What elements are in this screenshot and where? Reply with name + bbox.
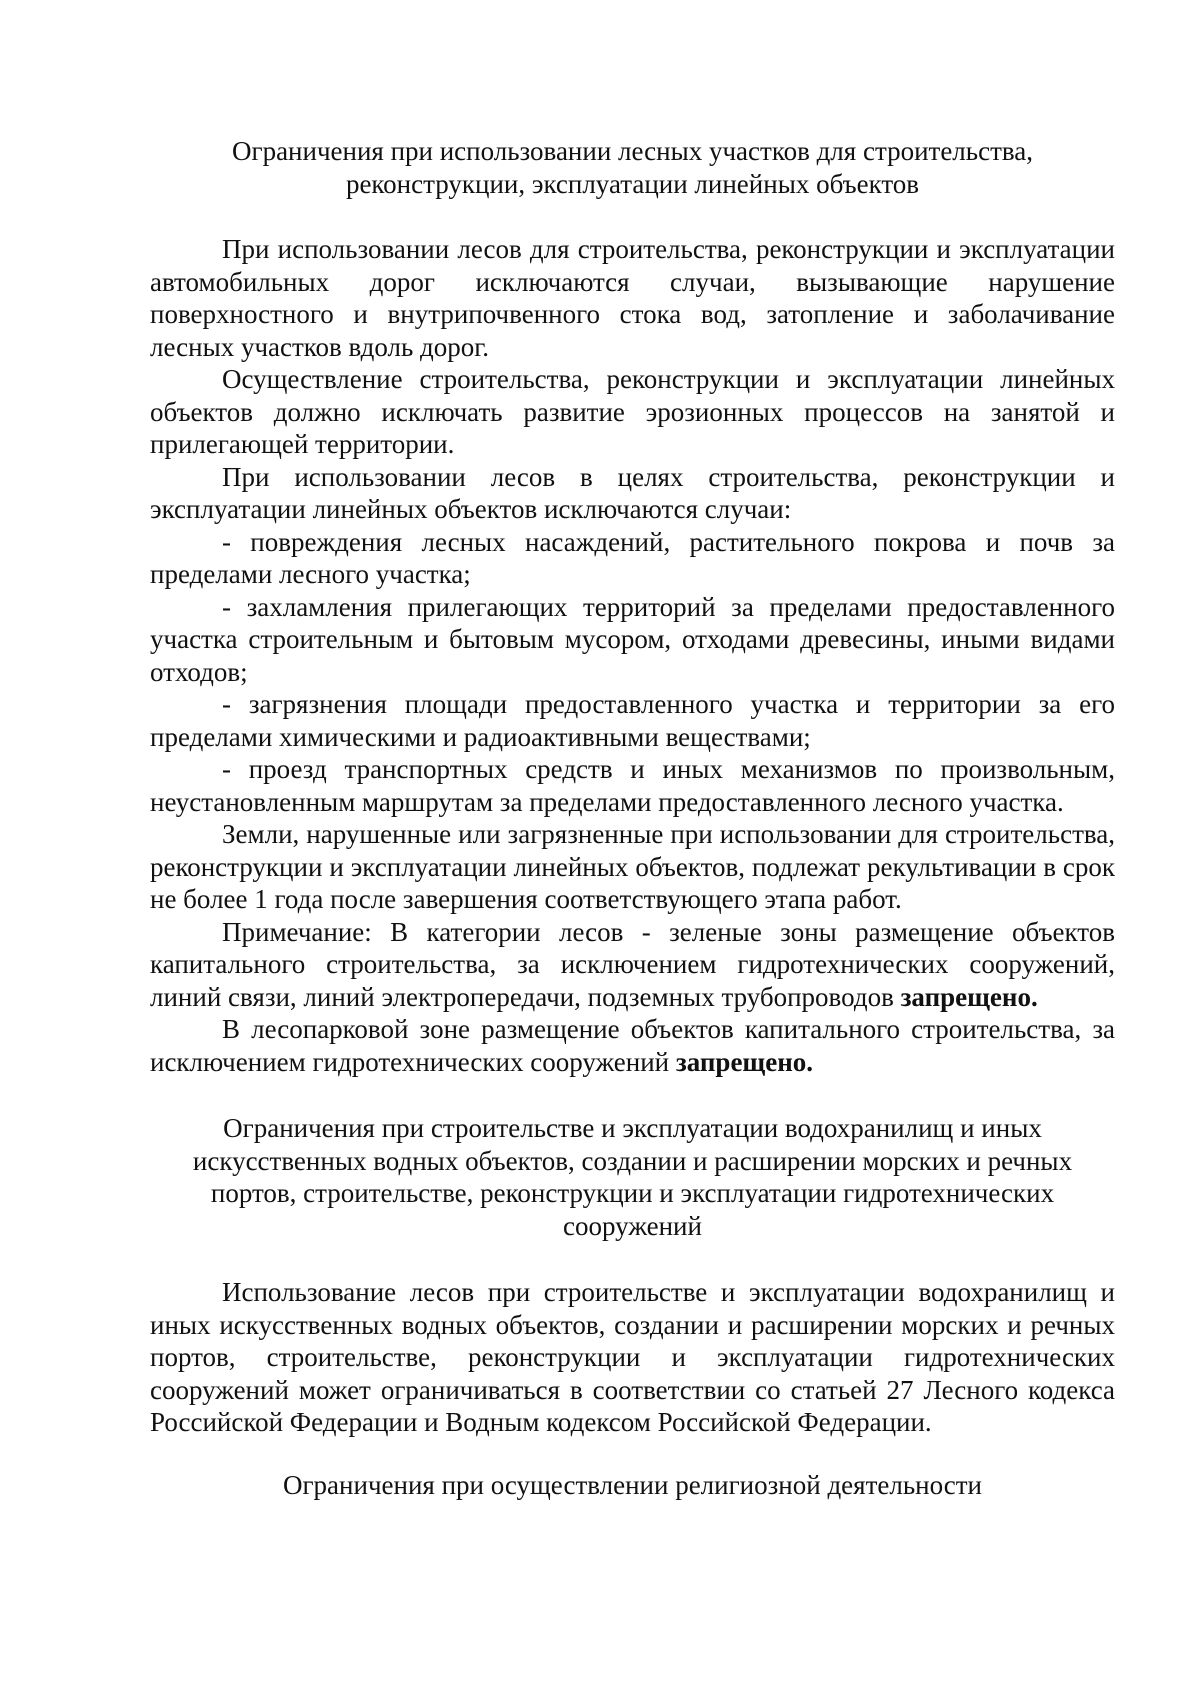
paragraph: При использовании лесов в целях строительства, реконструкции и эксплуатации линейных объектов исключаются случаи:: [150, 461, 1115, 524]
paragraph: Использование лесов при строительстве и эксплуатации водохранилищ и иных искусственных водных объектов, создании и расширении морских и речных портов, строительстве, реконструкции и эксплуатации гидротехнических сооружений может ограничиваться в соответствии со статьей 27 Лесного кодекса Российской Федерации и Водным кодексом Российской Федерации.: [150, 1277, 1115, 1437]
note-paragraph: [150, 916, 1115, 1014]
spacer: [150, 1242, 1115, 1276]
paragraph: При использовании лесов для строительства, реконструкции и эксплуатации автомобильных дорог исключаются случаи, вызывающие нарушение поверхностного и внутрипочвенного стока вод, затопление и заболачивание лесных участков вдоль дорог.: [150, 234, 1115, 362]
note-emphasis: запрещено.: [900, 981, 1038, 1012]
spacer: [150, 1078, 1115, 1112]
list-item: - захламления прилегающих территорий за пределами предоставленного участка строительным и бытовым мусором, отходами древесины, иными видами отходов;: [150, 591, 1115, 687]
list-item: - повреждения лесных насаждений, растительного покрова и почв за пределами лесного участка;: [150, 526, 1115, 589]
section-heading-religious: [150, 1469, 1115, 1502]
heading-line: Ограничения при строительстве и эксплуатации водохранилищ и иных: [223, 1113, 1042, 1143]
document-page: [150, 135, 1115, 1501]
spacer: [150, 1439, 1115, 1469]
spacer: [150, 200, 1115, 233]
list-item: - загрязнения площади предоставленного участка и территории за его пределами химическими и радиоактивными веществами;: [150, 689, 1115, 752]
heading-line: Ограничения при осуществлении религиозной деятельности: [282, 1469, 983, 1500]
heading-line: реконструкции, эксплуатации линейных объектов: [345, 168, 920, 199]
park-text: В лесопарковой зоне размещение объектов капитального строительства, за исключением гидротехнических сооружений: [150, 1014, 1115, 1077]
paragraph: Земли, нарушенные или загрязненные при использовании для строительства, реконструкции и эксплуатации линейных объектов, подлежат рекультивации в срок не более 1 года после завершения соответствующего этапа работ.: [150, 819, 1115, 914]
heading-line: Ограничения при использовании лесных участков для строительства,: [232, 136, 1033, 166]
note-text: Примечание: В категории лесов - зеленые зоны размещение объектов капитального строительства, за исключением гидротехнических сооружений, линий связи, линий электропередачи, подземных трубопроводов: [150, 916, 1115, 1012]
heading-line: сооружений: [563, 1210, 702, 1241]
heading-line: искусственных водных объектов, создании и расширении морских и речных: [192, 1145, 1073, 1176]
park-emphasis: запрещено.: [675, 1046, 814, 1077]
section-heading-water-objects: [150, 1112, 1115, 1242]
section-heading-linear-objects: [150, 135, 1115, 200]
heading-line: портов, строительстве, реконструкции и эксплуатации гидротехнических: [210, 1178, 1055, 1208]
list-item: - проезд транспортных средств и иных механизмов по произвольным, неустановленным маршрутам за пределами предоставленного лесного участка.: [150, 754, 1115, 817]
park-paragraph: [150, 1013, 1115, 1078]
paragraph: Осуществление строительства, реконструкции и эксплуатации линейных объектов должно исключать развитие эрозионных процессов на занятой и прилегающей территории.: [150, 364, 1115, 459]
